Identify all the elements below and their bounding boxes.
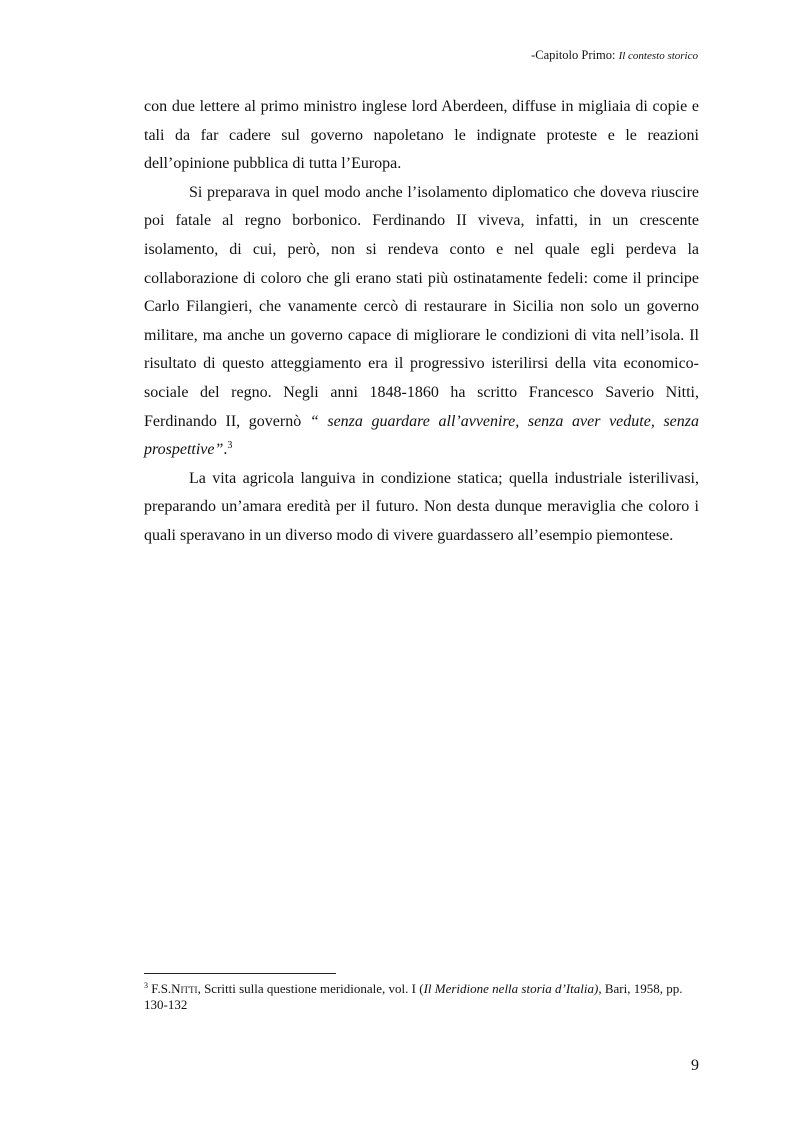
paragraph-2-text: Si preparava in quel modo anche l’isolamento diplomatico che doveva riuscire poi fatale al regno borbonico. Ferdinando II viveva, infatti, in un crescente isolamento, di cui, però, non si rendeva conto e nel quale egli perdeva la collaborazione di coloro che gli erano stati più ostinatamente fedeli: come il principe Carlo Filangieri, che vanamente cercò di restaurare in Sicilia non solo un governo militare, ma anche un governo capace di migliorare le condizioni di vita nell’isola. Il risultato di questo atteggiamento era il progressivo isterilirsi della vita economico-sociale del regno. Negli anni 1848-1860 ha scritto Francesco Saverio Nitti, Ferdinando II, governò xyxy=(144,183,699,430)
footnote-number: 3 xyxy=(144,981,148,990)
page-number: 9 xyxy=(691,1057,699,1074)
running-header xyxy=(531,48,698,63)
footnote-reference: 3 xyxy=(227,440,233,452)
footnote-author-initials: F.S. xyxy=(151,981,172,996)
chapter-subtitle: Il contesto storico xyxy=(618,50,698,62)
nitti-quote: “ senza guardare all’avvenire, senza aver vedute, senza prospettive” xyxy=(144,412,699,459)
footnote-author-name: Nitti xyxy=(171,981,198,996)
footnote-separator xyxy=(144,973,336,974)
footnote-publication: , Bari, 1958, pp. 130-132 xyxy=(144,981,683,1012)
paragraph-2 xyxy=(144,179,699,465)
footnote-title: , Scritti sulla questione meridionale, vol. I ( xyxy=(197,981,424,996)
footnote xyxy=(144,981,700,1013)
paragraph-3: La vita agricola languiva in condizione statica; quella industriale isterilivasi, preparando un’amara eredità per il futuro. Non desta dunque meraviglia che coloro i quali speravano in un diverso modo di vivere guardassero all’esempio piemontese. xyxy=(144,469,699,544)
footnote-italic-title: Il Meridione nella storia d’Italia) xyxy=(423,981,599,996)
paragraph-2-end: . xyxy=(223,441,228,459)
paragraph-1: con due lettere al primo ministro inglese lord Aberdeen, diffuse in migliaia di copie e tali da far cadere sul governo napoletano le indignate proteste e le reazioni dell’opinione pubblica di tutta l’Europa. xyxy=(144,98,699,173)
body-text xyxy=(144,93,699,551)
chapter-label: -Capitolo Primo: xyxy=(531,48,616,62)
